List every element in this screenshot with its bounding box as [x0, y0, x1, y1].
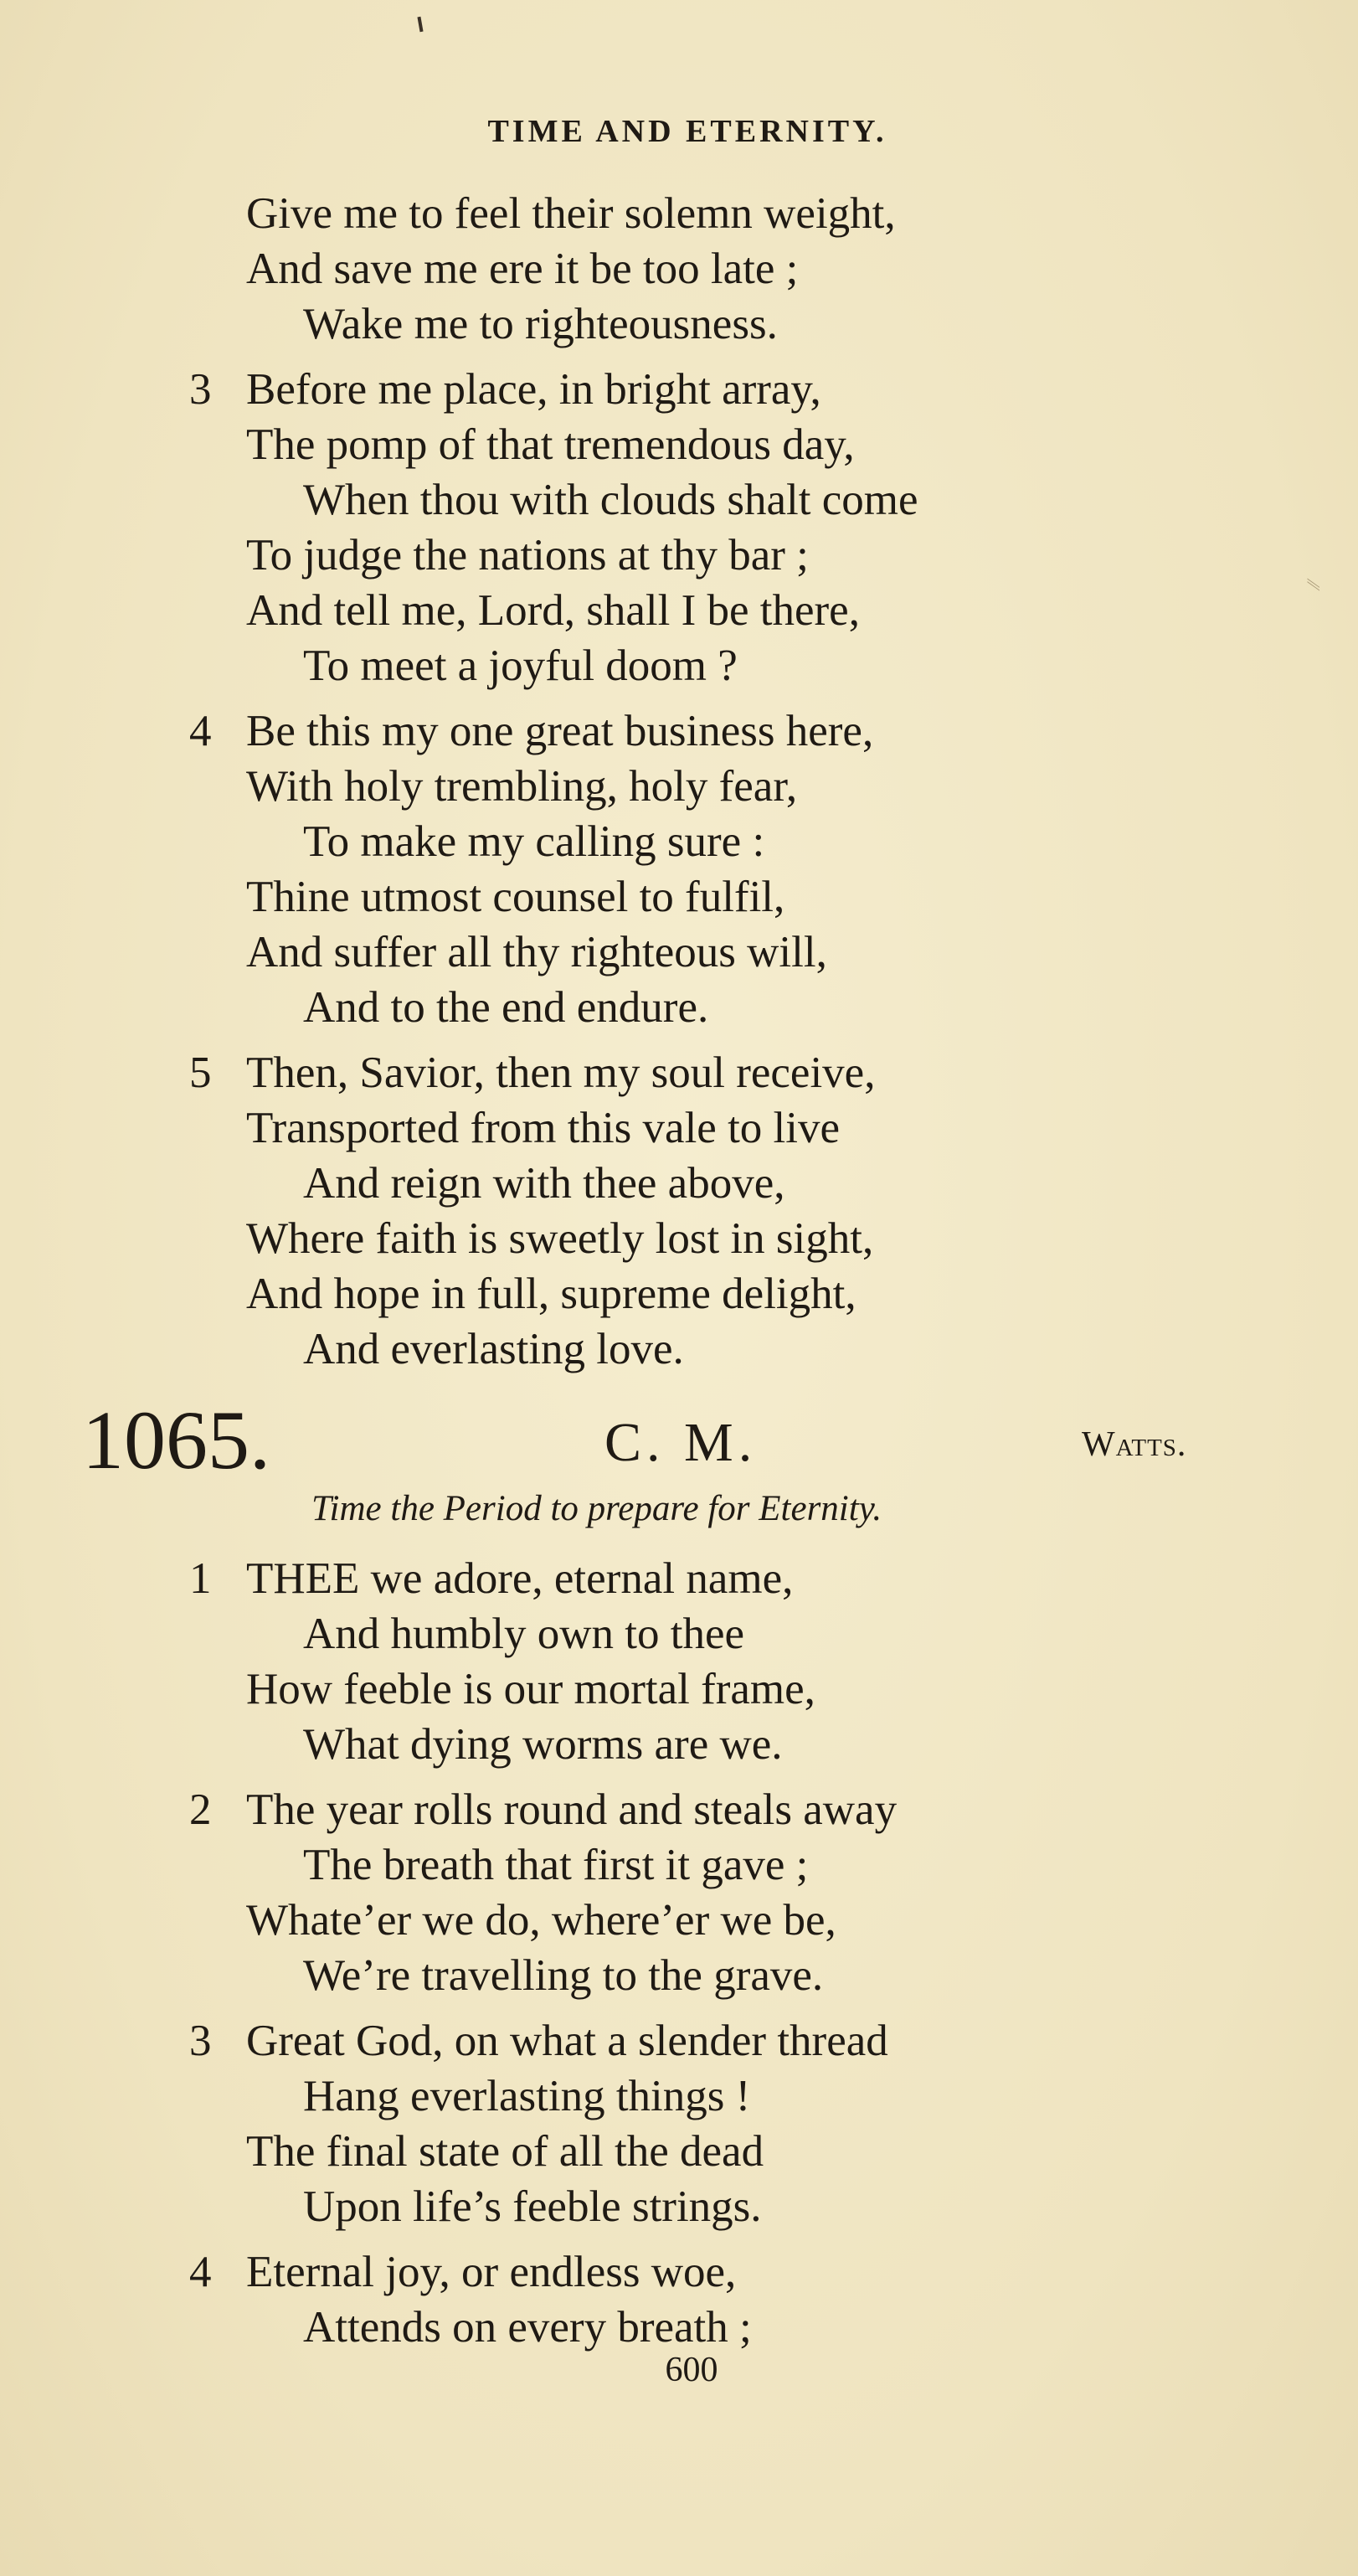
verse-line-text: We’re travelling to the grave.	[303, 1951, 824, 2000]
verse-line	[0, 759, 1358, 814]
verse-line-text: To make my calling sure :	[303, 817, 765, 866]
verse-line-text: THEE we adore, eternal name,	[246, 1554, 794, 1603]
verse-line	[0, 1893, 1358, 1948]
stanza	[0, 186, 1358, 352]
verse-line	[0, 925, 1358, 980]
stanza	[0, 362, 1358, 693]
margin-bleed-mark: ⁄⁄	[1303, 581, 1325, 588]
verse-line	[0, 417, 1358, 472]
verse-line-text: Attends on every breath ;	[303, 2303, 752, 2352]
stanza-number: 5	[189, 1048, 212, 1097]
verse-line-text: The pomp of that tremendous day,	[246, 420, 855, 469]
verse-line-text: The year rolls round and steals away	[246, 1785, 898, 1834]
verse-line-text: And suffer all thy righteous will,	[246, 928, 827, 976]
verse-line-text: To judge the nations at thy bar ;	[246, 531, 809, 580]
verse-line-text: Transported from this vale to live	[246, 1104, 841, 1152]
verse-line	[0, 980, 1358, 1035]
verse-line	[0, 2069, 1358, 2124]
hymn-stanzas	[0, 1551, 1358, 2365]
stanza-number: 3	[189, 365, 212, 414]
verse-line-text: Hang everlasting things !	[303, 2072, 751, 2120]
verse-line	[0, 1551, 1358, 1606]
verse-line	[0, 1606, 1358, 1662]
verse-line	[0, 1156, 1358, 1211]
verse-line	[0, 1948, 1358, 2003]
page-number: 600	[665, 2351, 718, 2389]
stanza-number: 1	[189, 1554, 212, 1603]
running-head: TIME AND ETERNITY.	[487, 114, 887, 149]
verse-line-text: Upon life’s feeble strings.	[303, 2182, 762, 2231]
verse-line	[0, 583, 1358, 638]
verse-line-text: Be this my one great business here,	[246, 707, 874, 755]
hymn-meter: C. M.	[604, 1412, 758, 1473]
verse-line	[0, 1045, 1358, 1100]
stanza	[0, 1551, 1358, 1772]
hymn-heading	[0, 1394, 1358, 1486]
verse-line	[0, 2179, 1358, 2234]
stanza	[0, 703, 1358, 1035]
verse-line	[0, 2124, 1358, 2179]
verse-line	[0, 814, 1358, 869]
hymn-number: 1065.	[82, 1394, 270, 1486]
verse-line-text: Wake me to righteousness.	[303, 300, 778, 348]
stanza-number: 4	[189, 707, 212, 755]
verse-line-text: When thou with clouds shalt come	[303, 476, 918, 524]
verse-line	[0, 1717, 1358, 1772]
verse-line-text: Where faith is sweetly lost in sight,	[246, 1214, 874, 1263]
verse-line	[0, 186, 1358, 241]
verse-line-text: And everlasting love.	[303, 1325, 684, 1373]
verse-line-text: Whate’er we do, where’er we be,	[246, 1896, 836, 1945]
verse-line	[0, 362, 1358, 417]
verse-line-text: And humbly own to thee	[303, 1610, 744, 1658]
stanza	[0, 1782, 1358, 2003]
continued-hymn-stanzas	[0, 186, 1358, 1387]
verse-line-text: And save me ere it be too late ;	[246, 245, 799, 293]
verse-line-text: And hope in full, supreme delight,	[246, 1270, 856, 1318]
stanza	[0, 2013, 1358, 2234]
verse-line-text: With holy trembling, holy fear,	[246, 762, 798, 811]
ink-speck	[417, 17, 423, 32]
verse-line	[0, 472, 1358, 528]
verse-line-text: Then, Savior, then my soul receive,	[246, 1048, 876, 1097]
verse-line	[0, 638, 1358, 693]
stanza	[0, 2244, 1358, 2355]
verse-line	[0, 1100, 1358, 1156]
verse-line	[0, 703, 1358, 759]
verse-line-text: Thine utmost counsel to fulfil,	[246, 873, 785, 921]
hymn-author: Watts.	[1082, 1425, 1187, 1464]
verse-line	[0, 1782, 1358, 1837]
stanza-number: 4	[189, 2248, 212, 2296]
verse-line	[0, 1211, 1358, 1266]
verse-line	[0, 1266, 1358, 1321]
stanza-number: 3	[189, 2017, 212, 2065]
verse-line-text: Great God, on what a slender thread	[246, 2017, 888, 2065]
verse-line-text: To meet a joyful doom ?	[303, 641, 738, 690]
verse-line	[0, 241, 1358, 296]
verse-line	[0, 528, 1358, 583]
verse-line-text: And tell me, Lord, shall I be there,	[246, 586, 860, 635]
verse-line	[0, 1837, 1358, 1893]
verse-line	[0, 869, 1358, 925]
verse-line	[0, 2300, 1358, 2355]
verse-line	[0, 2013, 1358, 2069]
verse-line-text: Before me place, in bright array,	[246, 365, 821, 414]
verse-line-text: The final state of all the dead	[246, 2127, 764, 2176]
verse-line-text: Give me to feel their solemn weight,	[246, 189, 896, 238]
verse-line-text: And to the end endure.	[303, 983, 709, 1032]
stanza-number: 2	[189, 1785, 212, 1834]
stanza	[0, 1045, 1358, 1377]
verse-line	[0, 1662, 1358, 1717]
verse-line	[0, 1321, 1358, 1377]
verse-line-text: The breath that first it gave ;	[303, 1841, 809, 1889]
verse-line-text: How feeble is our mortal frame,	[246, 1665, 815, 1713]
verse-line-text: What dying worms are we.	[303, 1720, 783, 1769]
verse-line	[0, 296, 1358, 352]
verse-line-text: And reign with thee above,	[303, 1159, 785, 1208]
verse-line-text: Eternal joy, or endless woe,	[246, 2248, 737, 2296]
verse-line	[0, 2244, 1358, 2300]
hymn-subtitle: Time the Period to prepare for Eternity.	[311, 1489, 882, 1528]
